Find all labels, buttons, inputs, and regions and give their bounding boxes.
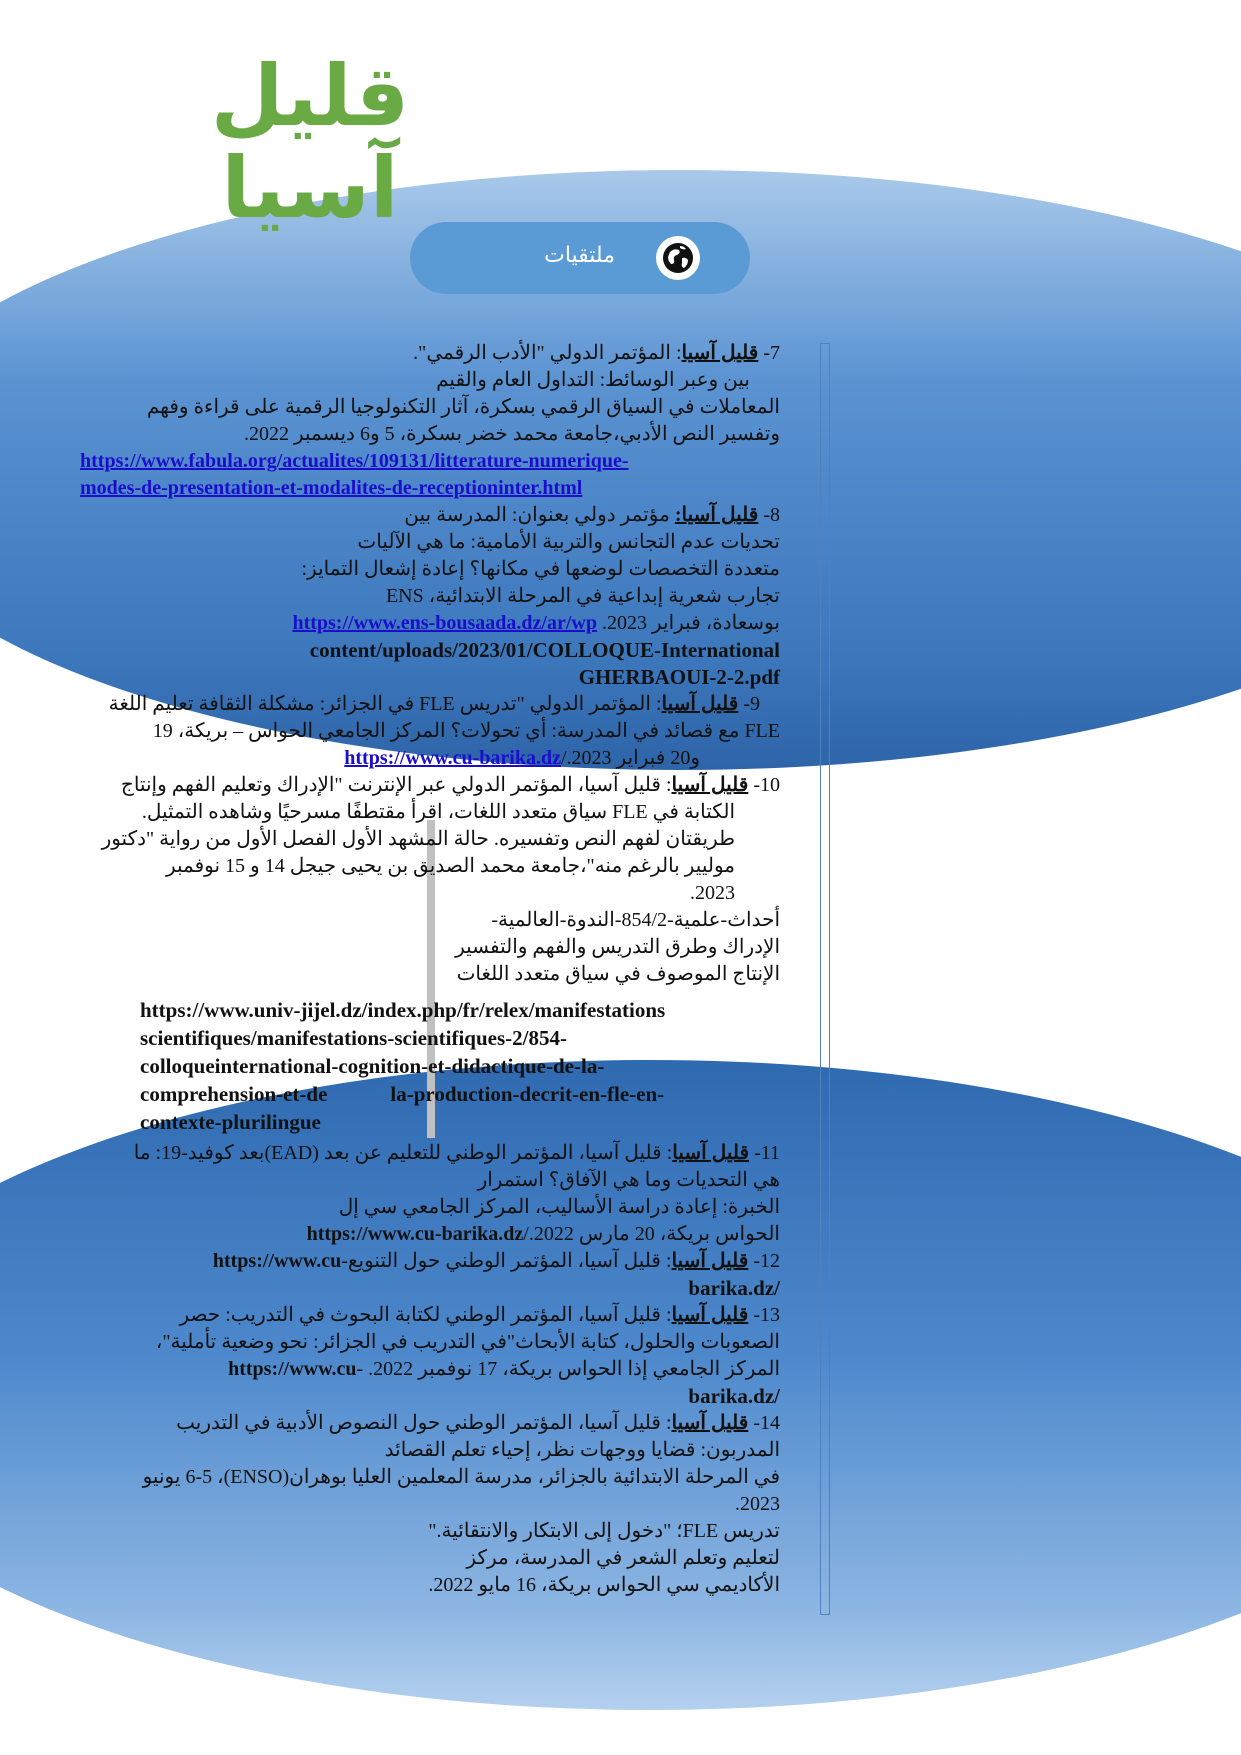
list-item: 12- قليل آسيا: قليل آسيا، المؤتمر الوطني حول التنويع-https://www.cu barika.dz/ — [212, 1250, 780, 1300]
author-name: قليل آسيا — [672, 1142, 750, 1164]
list-item: 8- قليل آسيا: مؤتمر دولي بعنوان: المدرسة بين تحديات عدم التجانس والتربية الأمامية: ما هي الآليات متعددة التخصصات لوضعها في مكانها؟ إعادة إشعال التمايز: تجارب شعرية إبداعية في المرحلة الابتدائية، ENS بوسعادة، فبراير 2023. https://www.ens-bousaada.dz/ar/wp content/uploads/2023/01/COLLOQUE-International GHERBAOUI-2-2.pdf — [292, 504, 780, 689]
author-name: قليل آسيا — [671, 1250, 749, 1272]
cu-barika-url: https://www.cu-barika.dz — [306, 1223, 524, 1245]
conference-list — [80, 340, 780, 1599]
page-title: قليل آسيا — [210, 47, 410, 238]
fabula-link[interactable]: https://www.fabula.org/actualites/109131/litterature-numerique- — [80, 450, 629, 472]
list-item: 11- قليل آسيا: قليل آسيا، المؤتمر الوطني للتعليم عن بعد (EAD)بعد كوفيد-19: ما هي التحديات وما هي الآفاق؟ استمرار الخبرة: إعادة دراسة الأساليب، المركز الجامعي سي إل الحواس بريكة، 20 مارس 2022./https://www.cu-barika.dz — [133, 1142, 780, 1245]
author-name: قليل آسيا — [681, 342, 759, 364]
ens-bousaada-link[interactable]: https://www.ens-bousaada.dz/ar/wp — [292, 612, 597, 634]
list-item: 7- قليل آسيا: المؤتمر الدولي "الأدب الرقمي". بين وعبر الوسائط: التداول العام والقيم المعاملات في السياق الرقمي بسكرة، آثار التكنولوجيا الرقمية على قراءة وفهم وتفسير النص الأدبي،جامعة محمد خضر بسكرة، 5 و6 ديسمبر 2022. https://www.fabula.org/actualites/109131/litterature-numerique- modes-de-presentation-et-modalites-de-receptioninter.html — [80, 342, 780, 499]
section-label: ملتقيات — [544, 243, 615, 268]
cu-barika-link[interactable]: https://www.cu-barika.dz — [344, 747, 561, 769]
author-name: قليل آسيا — [671, 774, 749, 796]
author-name: قليل آسيا: — [674, 504, 759, 526]
list-item: 13- قليل آسيا: قليل آسيا، المؤتمر الوطني لكتابة البحوث في التدريب: حصر الصعوبات والحلول، كتابة الأبحاث"في التدريب في الجزائر: نحو وضعية تأملية"، المركز الجامعي إذا الحواس بريكة، 17 نوفمبر 2022. -https://www.cu barika.dz/ — [155, 1304, 780, 1408]
vertical-accent-bar — [820, 343, 830, 1615]
univ-jijel-url: https://www.univ-jijel.dz/index.php/fr/relex/manifestations scientifiques/manifestations-scientifiques-2/854- colloqueinternational-cognition-et-didactique-de-la- comprehension-et-de la-production-decrit-en-fle-en- contexte-plurilingue — [140, 998, 666, 1134]
list-item: 9- قليل آسيا: المؤتمر الدولي "تدريس FLE في الجزائر: مشكلة الثقافة تعليم اللغة FLE مع قصائد في المدرسة: أي تحولات؟ المركز الجامعي الحواس – بريكة، 19 و20 فبراير 2023./https://www.cu-barika.dz — [108, 693, 780, 769]
author-name: قليل آسيا — [661, 693, 739, 715]
section-header-pill — [410, 222, 750, 294]
fabula-link-cont[interactable]: modes-de-presentation-et-modalites-de-receptioninter.html — [80, 477, 583, 499]
globe-icon — [656, 236, 700, 280]
list-item: 14- قليل آسيا: قليل آسيا، المؤتمر الوطني حول النصوص الأدبية في التدريب المدربون: قضايا ووجهات نظر، إحياء تعلم القصائد في المرحلة الابتدائية بالجزائر، مدرسة المعلمين العليا بوهران(ENSO)، 6-5 يونيو 2023. تدريس FLE؛ "دخول إلى الابتكار والانتقائية." لتعليم وتعلم الشعر في المدرسة، مركز الأكاديمي سي الحواس بريكة، 16 مايو 2022. — [142, 1412, 780, 1596]
author-name: قليل آسيا — [671, 1304, 749, 1326]
list-item: 10- قليل آسيا: قليل آسيا، المؤتمر الدولي عبر الإنترنت "الإدراك وتعليم الفهم وإنتاج الكتابة في FLE سياق متعدد اللغات، اقرأ مقتطفًا مسرحيًا وشاهده التمثيل. طريقتان لفهم النص وتفسيره. حالة المشهد الأول الفصل الأول من رواية "دكتور موليير بالرغم منه"،جامعة محمد الصديق بن يحيى جيجل 14 و 15 نوفمبر 2023. أحداث-علمية-854/2-الندوة-العالمية- الإدراك وطرق التدريس والفهم والتفسير الإنتاج الموصوف في سياق متعدد اللغات https://www.univ-jijel.dz/index.php/fr/relex/manifestations scientifiques/manifestations-scientifiques-2/854- colloqueinternational-cognition-et-didactique-de-la- comprehension-et-de la-production-decrit-en-fle-en- contexte-plurilingue — [80, 772, 780, 1136]
author-name: قليل آسيا — [671, 1412, 749, 1434]
